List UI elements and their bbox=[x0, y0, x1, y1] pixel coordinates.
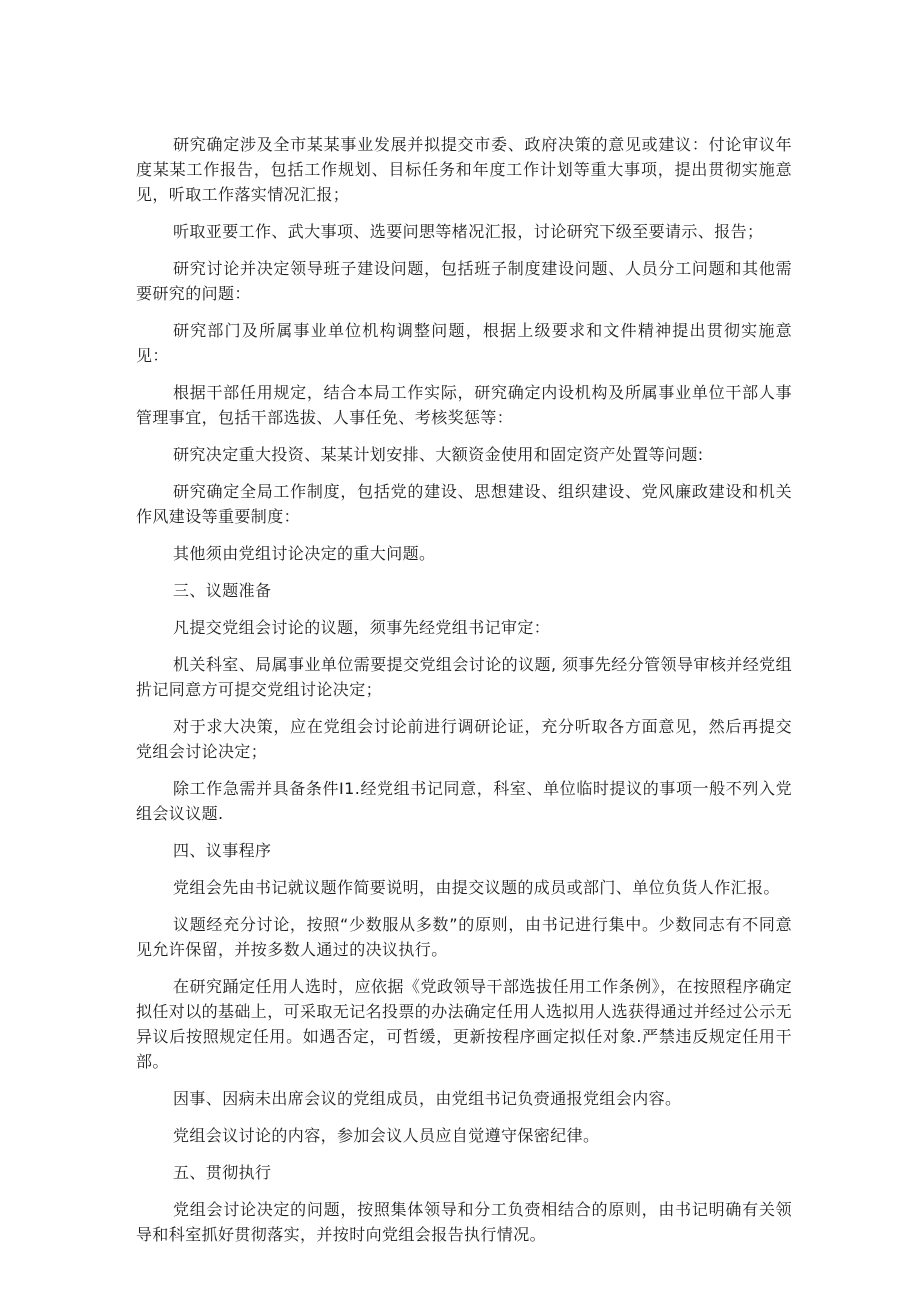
paragraph-3: 研究讨论并决定领导班子建设问题，包括班子制度建设问题、人员分工问题和其他需要研究的问题： bbox=[136, 259, 792, 303]
paragraph-2: 听取亚要工作、武大事项、选要问愳等楮况汇报，讨论研究下级至要请示、报告； bbox=[173, 222, 764, 241]
section-heading-3: 三、议题准备 bbox=[173, 581, 272, 600]
paragraph-18: 党组会讨论决定的问题，按照集体领导和分工负赍相结合的原则，由书记明确有关领导和科室抓好贯彻落实，并按时向党组会报告执行情况。 bbox=[136, 1200, 792, 1244]
paragraph-17: 党组会议讨论的内容，参加会议人员应自觉遵守保密纪律。 bbox=[173, 1126, 600, 1145]
paragraph-10: 机关科室、局属事业单位需要提交党组会讨论的议题, 须事先经分管领导审核并经党组扸记同意方可提交党组讨论决定； bbox=[136, 655, 792, 699]
paragraph-8: 其他须由党组讨论决定的重大问题。 bbox=[173, 544, 436, 563]
paragraph-12: 除工作急需并具备条件I1.经党组书记同意，科室、单位临时提议的事项一般不列入党组会议议题. bbox=[136, 779, 792, 823]
paragraph-4: 研究部门及所属事业单位机构调整问题，根据上级要求和文件精神提出贯彻实施意见： bbox=[136, 321, 792, 365]
paragraph-11: 对于求大决策，应在党组会讨论前进行调研论证，充分听取各方面意见，然后再提交党组会讨论决定； bbox=[136, 717, 792, 761]
paragraph-5: 根据干部任用规定，结合本局工作实际，研究确定内设机构及所属事业单位干部人事管理事宜，包括干部选拔、人事任免、考核奖惩等： bbox=[136, 383, 792, 427]
paragraph-15: 在研究踊定任用人选时，应依据《党政领导干部选拔任用工作条例》，在按照程序确定拟任对以的基础上，可采取无记名投票的办法确定任用人选拟用人选获得通过并经过公示无异议后按照规定任用。如遇否定，可哲缓，更新按程序画定拟任对象.严禁违反规定任用干部。 bbox=[136, 977, 793, 1071]
section-heading-4: 四、议事程序 bbox=[173, 841, 272, 860]
paragraph-14: 议题经充分讨论，按照“少数服从多数”的原则，由书记进行集中。少数同志有不同意见允许保留，并按多数人通过的决议执行。 bbox=[136, 915, 792, 959]
section-heading-5: 五、贯彻执行 bbox=[173, 1163, 272, 1182]
paragraph-1: 研究确定涉及全市某某事业发展并拟提交市委、政府决策的意见或建议：付论审议年度某某工作报告，包括工作规划、目标任务和年度工作计划等重大事项，提出贯彻实施意见，听取工作落实情况汇报； bbox=[136, 135, 792, 204]
paragraph-16: 因事、因病未出席会议的党组成员，由党组书记负赍通报党组会内容。 bbox=[173, 1089, 682, 1108]
document-body bbox=[136, 132, 792, 1259]
paragraph-9: 凡提交党组会讨论的议题，须事先经党组书记审定： bbox=[173, 618, 551, 637]
paragraph-6: 研究决定重大投资、某某计划安排、大额资金使用和固定资产处置等问题: bbox=[173, 445, 704, 464]
paragraph-7: 研究确定全局工作制度，包括党的建设、思想建设、组织建设、党风廉政建设和机关作风建设等重要制度： bbox=[136, 482, 792, 526]
paragraph-13: 党组会先由书记就议题作简要说明，由提交议题的成员或部门、单位负货人作汇报。 bbox=[173, 878, 780, 897]
